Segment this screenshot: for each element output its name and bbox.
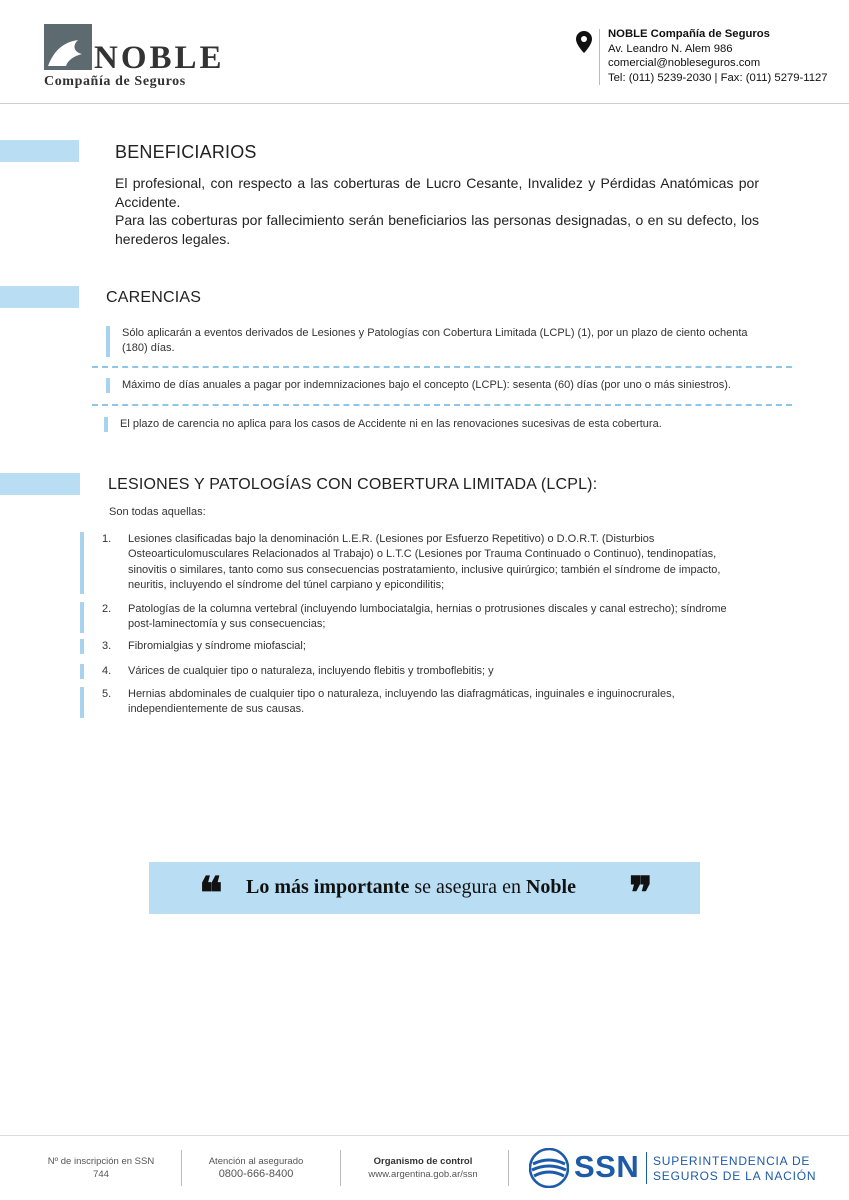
- ssn-wordmark: SSN: [574, 1149, 640, 1184]
- list-item: [80, 639, 730, 654]
- slogan-bold-1: Lo más importante: [246, 876, 410, 898]
- ssn-registration-number: 744: [93, 1169, 109, 1180]
- ssn-name-line-1: SUPERINTENDENCIA DE: [653, 1154, 811, 1168]
- list-item-text: Fibromialgias y síndrome miofascial;: [128, 640, 306, 652]
- list-item: [80, 664, 730, 679]
- logo-subtitle: Compañía de Seguros: [44, 74, 186, 89]
- section-title-lcpl: LESIONES Y PATOLOGÍAS CON COBERTURA LIMITADA (LCPL):: [108, 476, 598, 493]
- footer-control: [350, 1155, 496, 1181]
- contact-address: Av. Leandro N. Alem 986: [608, 42, 733, 55]
- beneficiarios-paragraph-1: El profesional, con respecto a las coberturas de Lucro Cesante, Invalidez y Pérdidas Anatómicas por Accidente.: [115, 175, 759, 210]
- list-item-number: 2.: [102, 603, 112, 615]
- close-quote-icon: ❞: [629, 869, 653, 918]
- slogan-banner: [149, 862, 700, 918]
- dashed-divider: [92, 404, 792, 406]
- ssn-globe-icon: [529, 1148, 569, 1188]
- section-marker-carencias: [0, 286, 79, 308]
- contact-phones: Tel: (011) 5239-2030 | Fax: (011) 5279-1127: [608, 71, 828, 84]
- open-quote-icon: ❝: [199, 869, 223, 918]
- section-marker-beneficiarios: [0, 140, 79, 162]
- section-title-carencias: CARENCIAS: [106, 289, 202, 306]
- list-item-text: Patologías de la columna vertebral (incluyendo lumbociatalgia, hernias o protrusiones discales y canal estrecho); síndrome post-laminectomía y sus consecuencias;: [128, 603, 727, 631]
- list-item-text: Hernias abdominales de cualquier tipo o naturaleza, incluyendo las diafragmáticas, inguinales e inguinocrurales, independientemente de sus causas.: [128, 688, 675, 716]
- list-item-text: Lesiones clasificadas bajo la denominación L.E.R. (Lesiones por Esfuerzo Repetitivo) o D.O.R.T. (Disturbios Osteoarticulomusculares Relacionados al Trabajo) o L.T.C (Lesiones por Trauma Continuado o Continuo), tendinopatías, sinovitis o similares, tanto como sus consecuencias postratamiento, inclusive quirúrgico; también el síndrome de impacto, neuritis, incluyendo el síndrome del túnel carpiano y epicondilitis;: [128, 533, 721, 592]
- ssn-registration-label: Nº de inscripción en SSN: [47, 1156, 155, 1167]
- footer-separator: [181, 1150, 182, 1186]
- slogan-bold-2: Noble: [525, 876, 576, 898]
- lcpl-intro: Son todas aquellas:: [109, 506, 206, 518]
- control-url[interactable]: www.argentina.gob.ar/ssn: [368, 1169, 478, 1180]
- contact-divider: [599, 29, 600, 85]
- list-item: [80, 687, 730, 718]
- beneficiarios-paragraph-2: Para las coberturas por fallecimiento serán beneficiarios las personas designadas, o en su defecto, los herederos legales.: [115, 212, 759, 247]
- carencias-item: Máximo de días anuales a pagar por indemnizaciones bajo el concepto (LCPL): sesenta (60) días (por uno o más siniestros).: [106, 378, 766, 393]
- list-item-text: Várices de cualquier tipo o naturaleza, incluyendo flebitis y tromboflebitis; y: [128, 665, 494, 677]
- slogan-text: [246, 876, 576, 899]
- noble-logo: [44, 24, 244, 90]
- logo-wordmark: NOBLE: [94, 40, 225, 76]
- attention-phone[interactable]: 0800-666-8400: [218, 1168, 294, 1180]
- location-pin-icon: [576, 31, 592, 53]
- footer-separator: [340, 1150, 341, 1186]
- contact-block: [608, 27, 828, 85]
- eagle-logo-icon: [44, 24, 92, 70]
- dashed-divider: [92, 366, 792, 368]
- attention-label: Atención al asegurado: [208, 1156, 304, 1167]
- footer-attention: [186, 1155, 326, 1181]
- ssn-name-line-2: SEGUROS DE LA NACIÓN: [653, 1168, 817, 1183]
- control-label: Organismo de control: [373, 1156, 473, 1167]
- list-item-number: 3.: [102, 640, 112, 652]
- footer-divider: [0, 1135, 849, 1136]
- list-item: [80, 532, 730, 594]
- list-item-number: 1.: [102, 533, 112, 545]
- footer-ssn-registration: [28, 1155, 174, 1181]
- section-marker-lcpl: [0, 473, 80, 495]
- contact-email[interactable]: comercial@nobleseguros.com: [608, 57, 761, 70]
- list-item: [80, 602, 730, 633]
- contact-company: NOBLE Compañía de Seguros: [608, 28, 770, 40]
- list-item-number: 5.: [102, 688, 112, 700]
- list-item-number: 4.: [102, 665, 112, 677]
- footer-separator: [508, 1150, 509, 1186]
- slogan-middle: se asegura en: [414, 876, 521, 898]
- header-divider: [0, 103, 849, 104]
- ssn-separator: [646, 1152, 647, 1184]
- section-title-beneficiarios: BENEFICIARIOS: [115, 142, 257, 162]
- ssn-name: [653, 1154, 816, 1183]
- carencias-item: El plazo de carencia no aplica para los casos de Accidente ni en las renovaciones sucesivas de esta cobertura.: [104, 417, 764, 432]
- carencias-item: Sólo aplicarán a eventos derivados de Lesiones y Patologías con Cobertura Limitada (LCPL) (1), por un plazo de ciento ochenta (180) días.: [106, 326, 766, 357]
